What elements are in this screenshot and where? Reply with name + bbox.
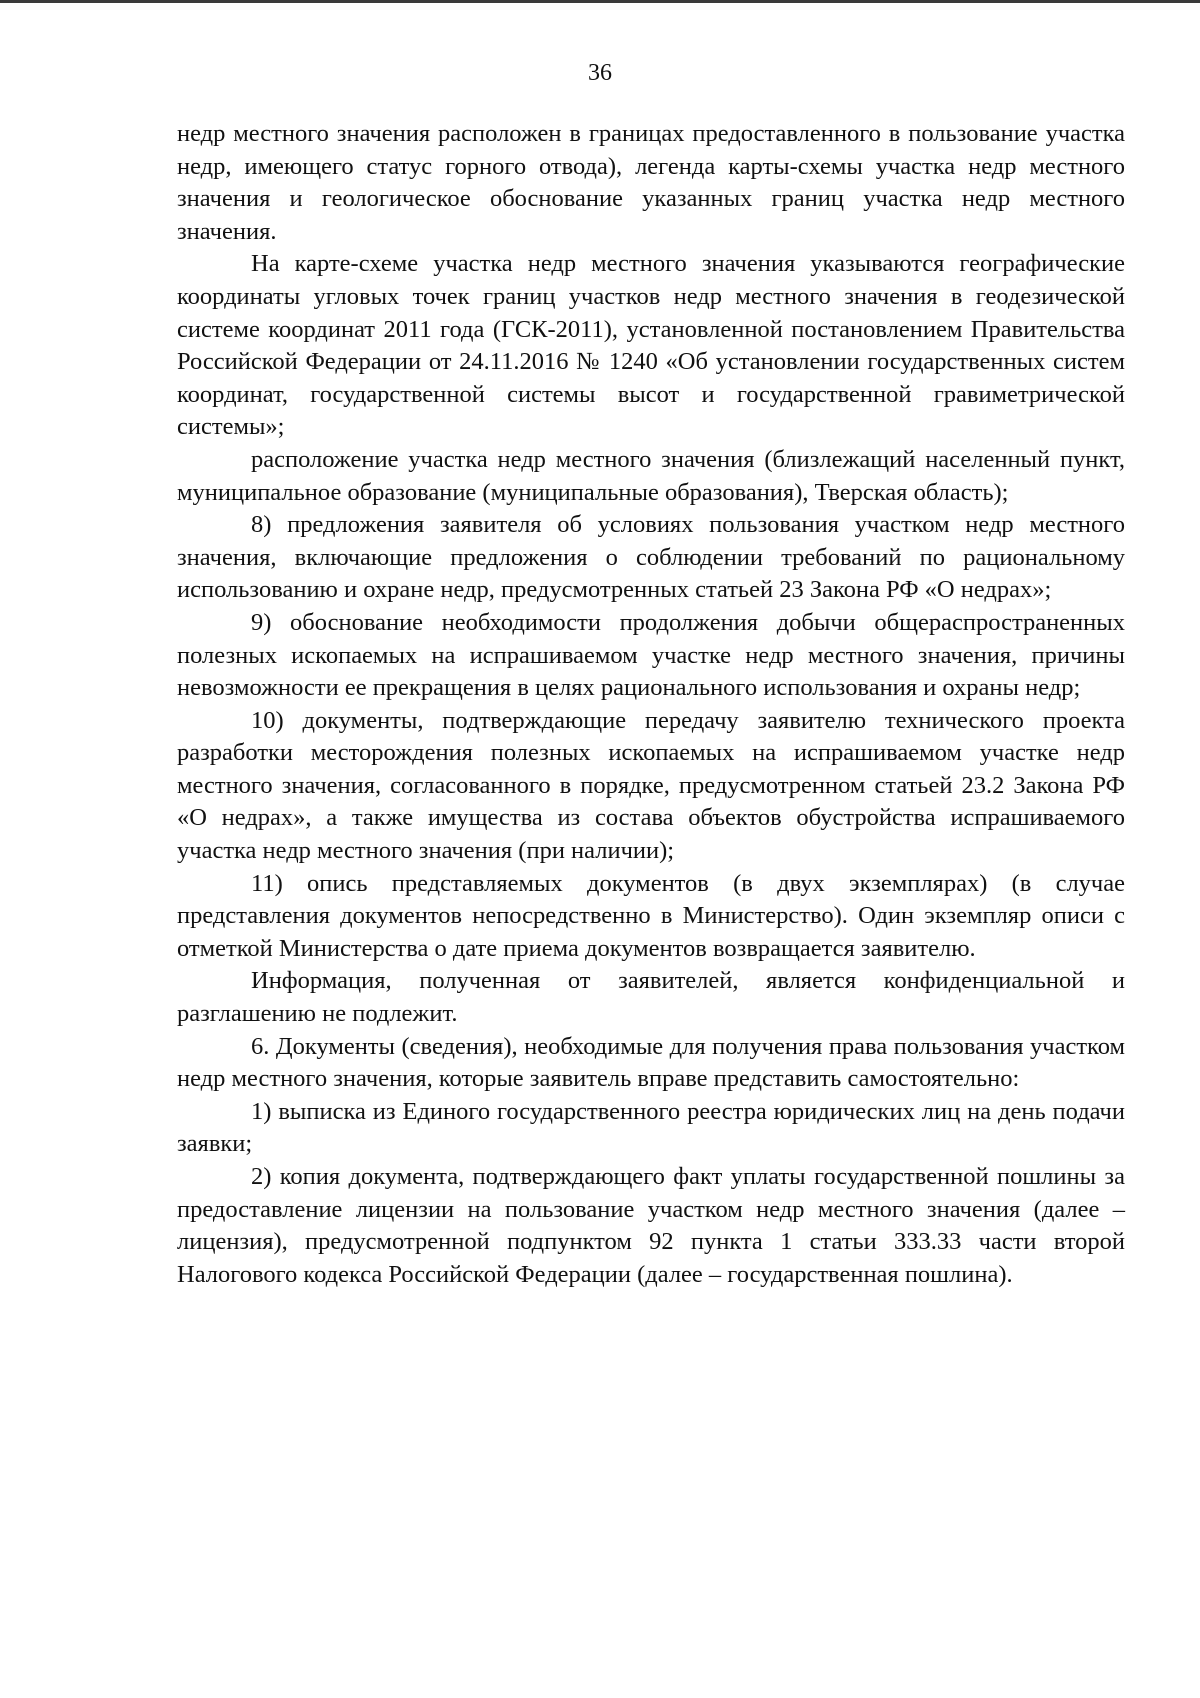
paragraph-section-6-item-1: 1) выписка из Единого государственного реестра юридических лиц на день подачи заявки;	[177, 1097, 1125, 1158]
document-body	[177, 118, 1125, 1291]
paragraph-item-8: 8) предложения заявителя об условиях пользования участком недр местного значения, включающие предложения о соблюдении требований по рациональному использованию и охране недр, предусмотренных статьей 23 Закона РФ «О недрах»;	[177, 511, 1125, 604]
page-number: 36	[588, 60, 612, 86]
paragraph-item-9: 9) обоснование необходимости продолжения добычи общераспространенных полезных ископаемых на испрашиваемом участке недр местного значения, причины невозможности ее прекращения в целях рационального использования и охраны недр;	[177, 608, 1125, 702]
paragraph-map-coordinates: На карте-схеме участка недр местного значения указываются географические координаты угловых точек границ участков недр местного значения в геодезической системе координат 2011 года (ГСК-2011), установленной постановлением Правительства Российской Федерации от 24.11.2016 № 1240 «Об установлении государственных систем координат, государственной системы высот и государственной гравиметрической системы»;	[177, 250, 1125, 441]
paragraph-item-11: 11) опись представляемых документов (в двух экземплярах) (в случае представления документов непосредственно в Министерство). Один экземпляр описи с отметкой Министерства о дате приема документов возвращается заявителю.	[177, 869, 1125, 962]
paragraph-site-location: расположение участка недр местного значения (близлежащий населенный пункт, муниципальное образование (муниципальные образования), Тверская область);	[177, 445, 1125, 506]
paragraph-continuation: недр местного значения расположен в границах предоставленного в пользование участка недр, имеющего статус горного отвода), легенда карты-схемы участка недр местного значения и геологическое обоснование указанных границ участка недр местного значения.	[177, 120, 1125, 245]
paragraph-section-6-item-2: 2) копия документа, подтверждающего факт уплаты государственной пошлины за предоставление лицензии на пользование участком недр местного значения (далее – лицензия), предусмотренной подпунктом 92 пункта 1 статьи 333.33 части второй Налогового кодекса Российской Федерации (далее – государственная пошлина).	[177, 1163, 1125, 1288]
paragraph-item-10: 10) документы, подтверждающие передачу заявителю технического проекта разработки месторождения полезных ископаемых на испрашиваемом участке недр местного значения, согласованного в порядке, предусмотренном статьей 23.2 Закона РФ «О недрах», а также имущества из состава объектов обустройства испрашиваемого участка недр местного значения (при наличии);	[177, 706, 1125, 865]
scan-edge-line	[0, 0, 1200, 3]
paragraph-section-6: 6. Документы (сведения), необходимые для получения права пользования участком недр местного значения, которые заявитель вправе представить самостоятельно:	[177, 1032, 1125, 1093]
paragraph-confidentiality: Информация, полученная от заявителей, является конфиденциальной и разглашению не подлежит.	[177, 967, 1125, 1028]
